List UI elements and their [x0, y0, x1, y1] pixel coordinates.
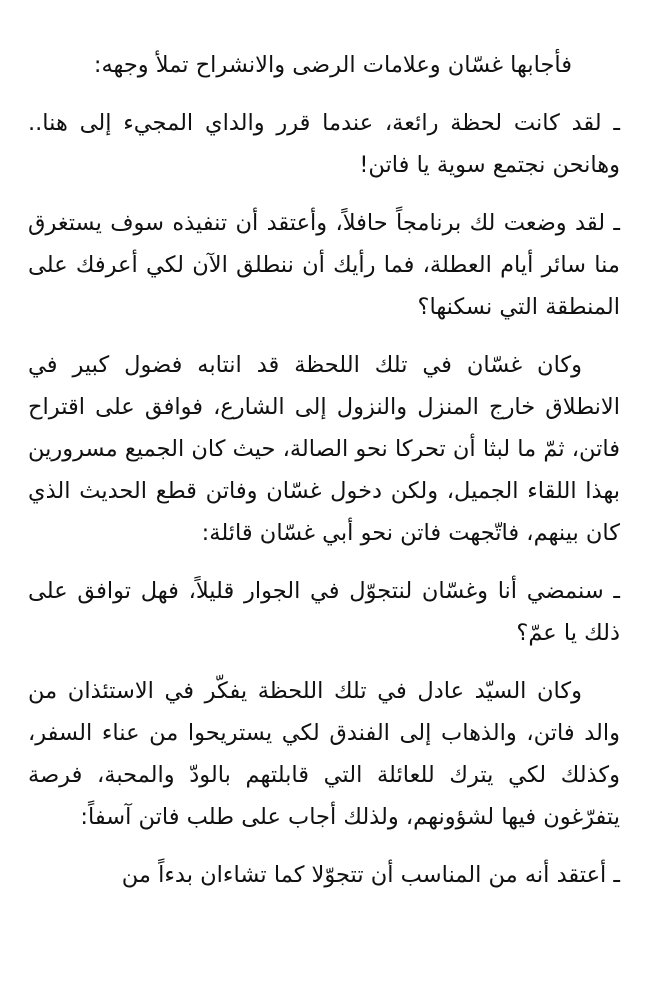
paragraph-6: وكان السيّد عادل في تلك اللحظة يفكّر في الاستئذان من والد فاتن، والذهاب إلى الفندق لكي يستريحوا من عناء السفر، وكذلك لكي يترك للعائلة التي قابلتهم بالودّ والمحبة، فرصة يتفرّغون فيها لشؤونهم، ولذلك أجاب على طلب فاتن آسفاً: [28, 678, 620, 830]
paragraph-5-dialogue: ـ سنمضي أنا وغسّان لنتجوّل في الجوار قليلاً، فهل توافق على ذلك يا عمّ؟ [28, 578, 620, 646]
book-page [28, 44, 620, 912]
paragraph-2-dialogue: ـ لقد كانت لحظة رائعة، عندما قرر والداي المجيء إلى هنا.. وهانحن نجتمع سوية يا فاتن! [28, 110, 620, 178]
paragraph-7-dialogue: ـ أعتقد أنه من المناسب أن تتجوّلا كما تشاءان بدءاً من [121, 862, 620, 888]
paragraph-1: فأجابها غسّان وعلامات الرضى والانشراح تملأ وجهه: [93, 52, 572, 78]
paragraph-3-dialogue: ـ لقد وضعت لك برنامجاً حافلاً، وأعتقد أن تنفيذه سوف يستغرق منا سائر أيام العطلة، فما رأيك أن ننطلق الآن لكي أعرفك على المنطقة التي نسكنها؟ [28, 210, 620, 320]
paragraph-4: وكان غسّان في تلك اللحظة قد انتابه فضول كبير في الانطلاق خارج المنزل والنزول إلى الشارع، فوافق على اقتراح فاتن، ثمّ ما لبثا أن تحركا نحو الصالة، حيث كان الجميع مسرورين بهذا اللقاء الجميل، ولكن دخول غسّان وفاتن قطع الحديث الذي كان بينهم، فاتّجهت فاتن نحو أبي غسّان قائلة: [28, 352, 620, 546]
